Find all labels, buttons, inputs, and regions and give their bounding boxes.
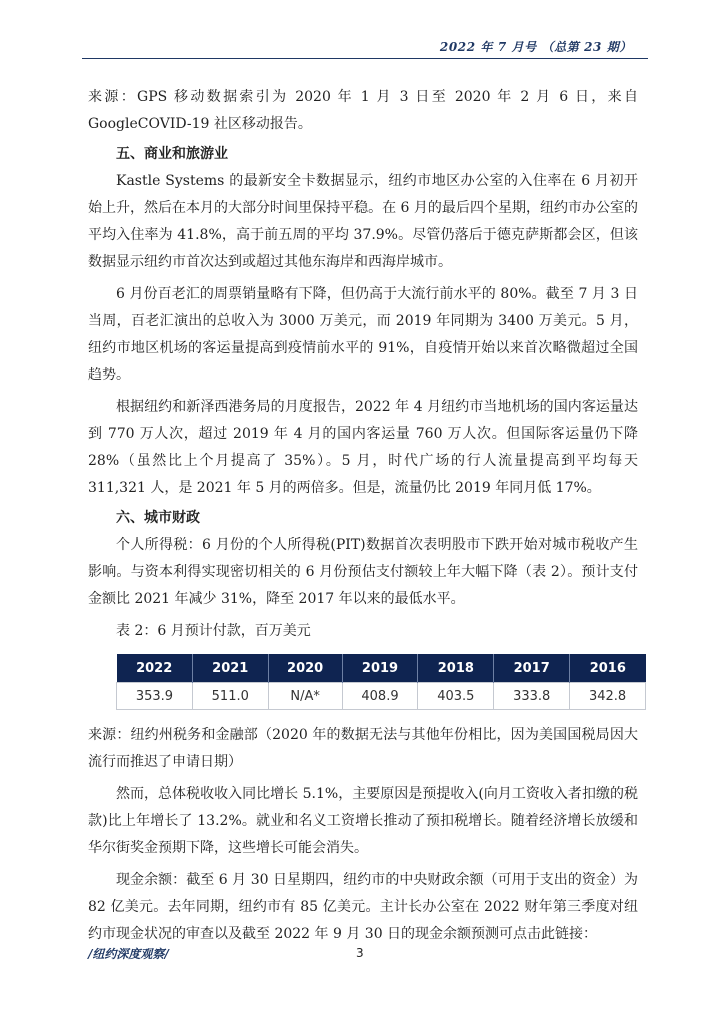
payments-table bbox=[116, 654, 646, 710]
table-cell: 353.9 bbox=[117, 683, 193, 710]
table-caption: 表 2：6 月预计付款，百万美元 bbox=[116, 623, 311, 639]
source-note-gps: 来源：GPS 移动数据索引为 2020 年 1 月 3 日至 2020 年 2 月 6 日，来自 GoogleCOVID-19 社区移动报告。 bbox=[88, 89, 638, 132]
table-header-cell: 2020 bbox=[268, 654, 342, 683]
source-note-tax-dept: 来源：纽约州税务和金融部（2020 年的数据无法与其他年份相比，因为美国国税局因大流行而推迟了申请日期） bbox=[88, 727, 638, 770]
section-title-business-tourism: 五、商业和旅游业 bbox=[116, 146, 228, 162]
table-cell: 333.8 bbox=[494, 683, 570, 710]
paragraph-broadway-airports: 6 月份百老汇的周票销量略有下降，但仍高于大流行前水平的 80%。截至 7 月 3 日当周，百老汇演出的总收入为 3000 万美元，而 2019 年同期为 3400 万美元。5 月，纽约市地区机场的客运量提高到疫情前水平的 91%，自疫情开始以来首次略微超过全国趋势。 bbox=[88, 286, 638, 383]
table-header-cell: 2019 bbox=[342, 654, 418, 683]
header-divider bbox=[82, 58, 648, 59]
paragraph-cash-balance: 现金余额：截至 6 月 30 日星期四，纽约市的中央财政余额（可用于支出的资金）为 82 亿美元。去年同期，纽约市有 85 亿美元。主计长办公室在 2022 财年第三季度对纽约市现金状况的审查以及截至 2022 年 9 月 30 日的现金余额预测可点击此链接： bbox=[88, 872, 638, 942]
paragraph-office-occupancy: Kastle Systems 的最新安全卡数据显示，纽约市地区办公室的入住率在 6 月初开始上升，然后在本月的大部分时间里保持平稳。在 6 月的最后四个星期，纽约市办公室的平均入住率为 41.8%，高于前五周的平均 37.9%。尽管仍落后于德克萨斯都会区，但该数据显示纽约市首次达到或超过其他东海岸和西海岸城市。 bbox=[88, 173, 638, 270]
footer-publication-name: /纽约深度观察/ bbox=[88, 947, 169, 961]
table-cell: 511.0 bbox=[192, 683, 268, 710]
table-cell: 342.8 bbox=[570, 683, 646, 710]
table-header-cell: 2021 bbox=[192, 654, 268, 683]
table-header-cell: 2017 bbox=[494, 654, 570, 683]
page-body bbox=[88, 84, 638, 948]
paragraph-tax-revenue: 然而，总体税收收入同比增长 5.1%，主要原因是预提收入(向月工资收入者扣缴的税款)比上年增长了 13.2%。就业和名义工资增长推动了预扣税增长。随着经济增长放缓和华尔街奖金预期下降，这些增长可能会消失。 bbox=[88, 786, 638, 856]
table-header-cell: 2022 bbox=[117, 654, 193, 683]
table-header-row bbox=[117, 654, 646, 683]
issue-header: 2022 年 7 月号 （总第 23 期） bbox=[439, 40, 632, 54]
section-title-city-finance: 六、城市财政 bbox=[116, 510, 200, 526]
table-row bbox=[117, 683, 646, 710]
paragraph-port-authority: 根据纽约和新泽西港务局的月度报告，2022 年 4 月纽约市当地机场的国内客运量达到 770 万人次，超过 2019 年 4 月的国内客运量 760 万人次。但国际客运量仍下降 28%（虽然比上个月提高了 35%）。5 月，时代广场的行人流量提高到平均每天 311,321 人，是 2021 年 5 月的两倍多。但是，流量仍比 2019 年同月低 17%。 bbox=[88, 399, 638, 496]
table-cell: 403.5 bbox=[418, 683, 494, 710]
table-header-cell: 2016 bbox=[570, 654, 646, 683]
table-cell: 408.9 bbox=[342, 683, 418, 710]
page-number: 3 bbox=[356, 946, 364, 960]
paragraph-income-tax: 个人所得税：6 月份的个人所得税(PIT)数据首次表明股市下跌开始对城市税收产生影响。与资本利得实现密切相关的 6 月份预估支付额较上年大幅下降（表 2）。预计支付金额比 2021 年减少 31%，降至 2017 年以来的最低水平。 bbox=[88, 537, 638, 607]
table-header-cell: 2018 bbox=[418, 654, 494, 683]
table-cell: N/A* bbox=[268, 683, 342, 710]
